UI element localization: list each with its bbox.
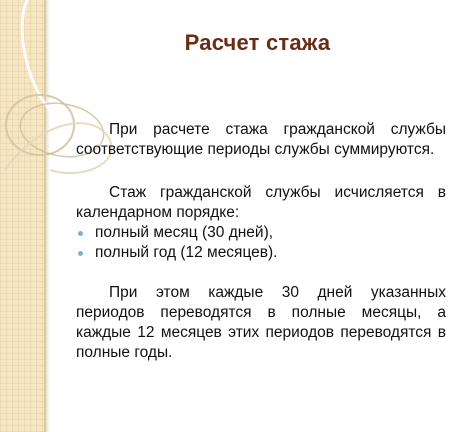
slide-body [76, 120, 446, 363]
paragraph-summation: При расчете стажа гражданской службы соответствующие периоды службы суммируются. [76, 121, 446, 158]
bullet-dot-icon [78, 251, 83, 256]
paragraph-conversion: При этом каждые 30 дней указанных периодов переводятся в полные месяцы, а каждые 12 месяцев этих периодов переводятся в полные годы. [76, 284, 446, 361]
bullet-text: полный месяц (30 дней), [95, 224, 274, 241]
bullet-dot-icon [78, 231, 83, 236]
paragraph-calendar-order: Стаж гражданской службы исчисляется в календарном порядке: [76, 184, 446, 221]
bullet-text: полный год (12 месяцев). [95, 244, 278, 261]
slide-title: Расчет стажа [184, 30, 331, 55]
bullet-list [76, 223, 446, 263]
list-item [76, 223, 446, 243]
list-item [76, 243, 446, 263]
